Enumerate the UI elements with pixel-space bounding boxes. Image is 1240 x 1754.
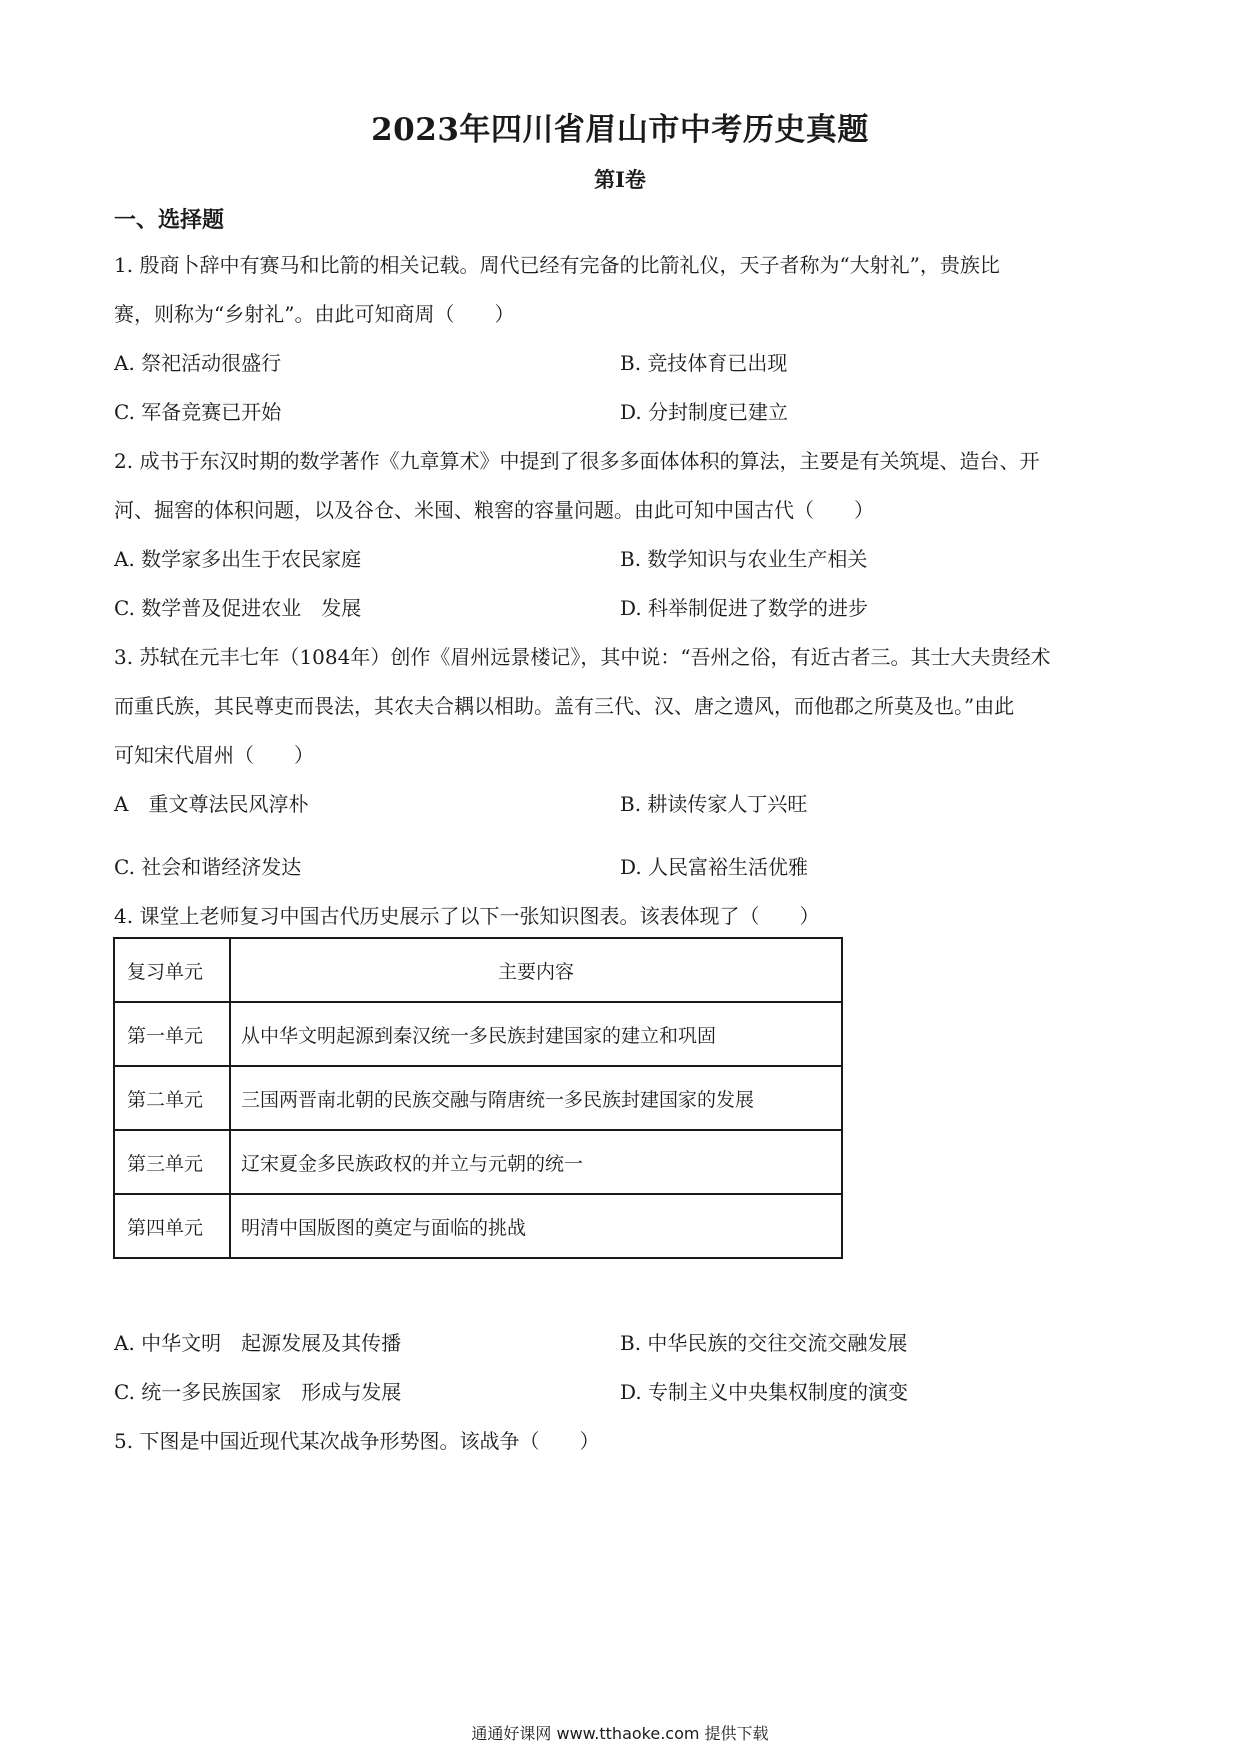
question-3-option-c: C. 社会和谐经济发达 <box>114 855 302 879</box>
question-2-option-d: D. 科举制促进了数学的进步 <box>620 596 869 620</box>
question-2-option-b: B. 数学知识与农业生产相关 <box>620 547 868 571</box>
question-3-option-a: A 重文尊法民风淳朴 <box>114 792 309 816</box>
table-row <box>114 1130 842 1194</box>
table-header-cell: 主要内容 <box>230 938 842 1002</box>
question-2-line-2: 河、掘窖的体积问题，以及谷仓、米囤、粮窖的容量问题。由此可知中国古代（ ） <box>114 498 874 522</box>
question-4-option-b: B. 中华民族的交往交流交融发展 <box>620 1331 908 1355</box>
question-3-line-1: 3. 苏轼在元丰七年（1084年）创作《眉州远景楼记》，其中说：“吾州之俗，有近古者三。其士大夫贵经术 <box>114 645 1051 669</box>
table-cell-unit: 第二单元 <box>114 1066 230 1130</box>
table-row <box>114 1002 842 1066</box>
question-4-option-a: A. 中华文明 起源发展及其传播 <box>114 1331 402 1355</box>
table-cell-content: 从中华文明起源到秦汉统一多民族封建国家的建立和巩固 <box>230 1002 842 1066</box>
question-3-line-2: 而重氏族，其民尊吏而畏法，其农夫合耦以相助。盖有三代、汉、唐之遗风，而他郡之所莫及也。”由此 <box>114 694 1015 718</box>
question-3-option-d: D. 人民富裕生活优雅 <box>620 855 809 879</box>
table-row <box>114 1194 842 1258</box>
question-3-line-3: 可知宋代眉州（ ） <box>114 743 314 767</box>
question-5-line-1: 5. 下图是中国近现代某次战争形势图。该战争（ ） <box>114 1429 600 1453</box>
question-4-option-d: D. 专制主义中央集权制度的演变 <box>620 1380 909 1404</box>
page-footer: 通通好课网 www.tthaoke.com 提供下载 <box>471 1724 769 1743</box>
question-4-line-1: 4. 课堂上老师复习中国古代历史展示了以下一张知识图表。该表体现了（ ） <box>114 904 820 928</box>
question-1-option-b: B. 竞技体育已出现 <box>620 351 788 375</box>
table-cell-unit: 第一单元 <box>114 1002 230 1066</box>
table-row <box>114 1066 842 1130</box>
table-header-cell: 复习单元 <box>114 938 230 1002</box>
question-2-option-a: A. 数学家多出生于农民家庭 <box>114 547 362 571</box>
question-2-option-c: C. 数学普及促进农业 发展 <box>114 596 362 620</box>
table-cell-content: 三国两晋南北朝的民族交融与隋唐统一多民族封建国家的发展 <box>230 1066 842 1130</box>
table-cell-unit: 第三单元 <box>114 1130 230 1194</box>
table-cell-unit: 第四单元 <box>114 1194 230 1258</box>
question-3-option-b: B. 耕读传家人丁兴旺 <box>620 792 808 816</box>
question-1-option-a: A. 祭祀活动很盛行 <box>114 351 282 375</box>
table-cell-content: 明清中国版图的奠定与面临的挑战 <box>230 1194 842 1258</box>
table-header-row <box>114 938 842 1002</box>
question-1-option-c: C. 军备竞赛已开始 <box>114 400 282 424</box>
question-1-line-1: 1. 殷商卜辞中有赛马和比箭的相关记载。周代已经有完备的比箭礼仪，天子者称为“大射礼”，贵族比 <box>114 253 1000 277</box>
table-cell-content: 辽宋夏金多民族政权的并立与元朝的统一 <box>230 1130 842 1194</box>
section-heading: 一、选择题 <box>114 207 225 233</box>
question-4-option-c: C. 统一多民族国家 形成与发展 <box>114 1380 402 1404</box>
page-title: 2023年四川省眉山市中考历史真题 <box>371 112 869 148</box>
question-1-option-d: D. 分封制度已建立 <box>620 400 789 424</box>
review-units-table <box>113 937 843 1259</box>
question-1-line-2: 赛，则称为“乡射礼”。由此可知商周（ ） <box>114 302 515 326</box>
page-subtitle: 第I卷 <box>594 167 646 192</box>
question-2-line-1: 2. 成书于东汉时期的数学著作《九章算术》中提到了很多多面体体积的算法，主要是有关筑堤、造台、开 <box>114 449 1040 473</box>
